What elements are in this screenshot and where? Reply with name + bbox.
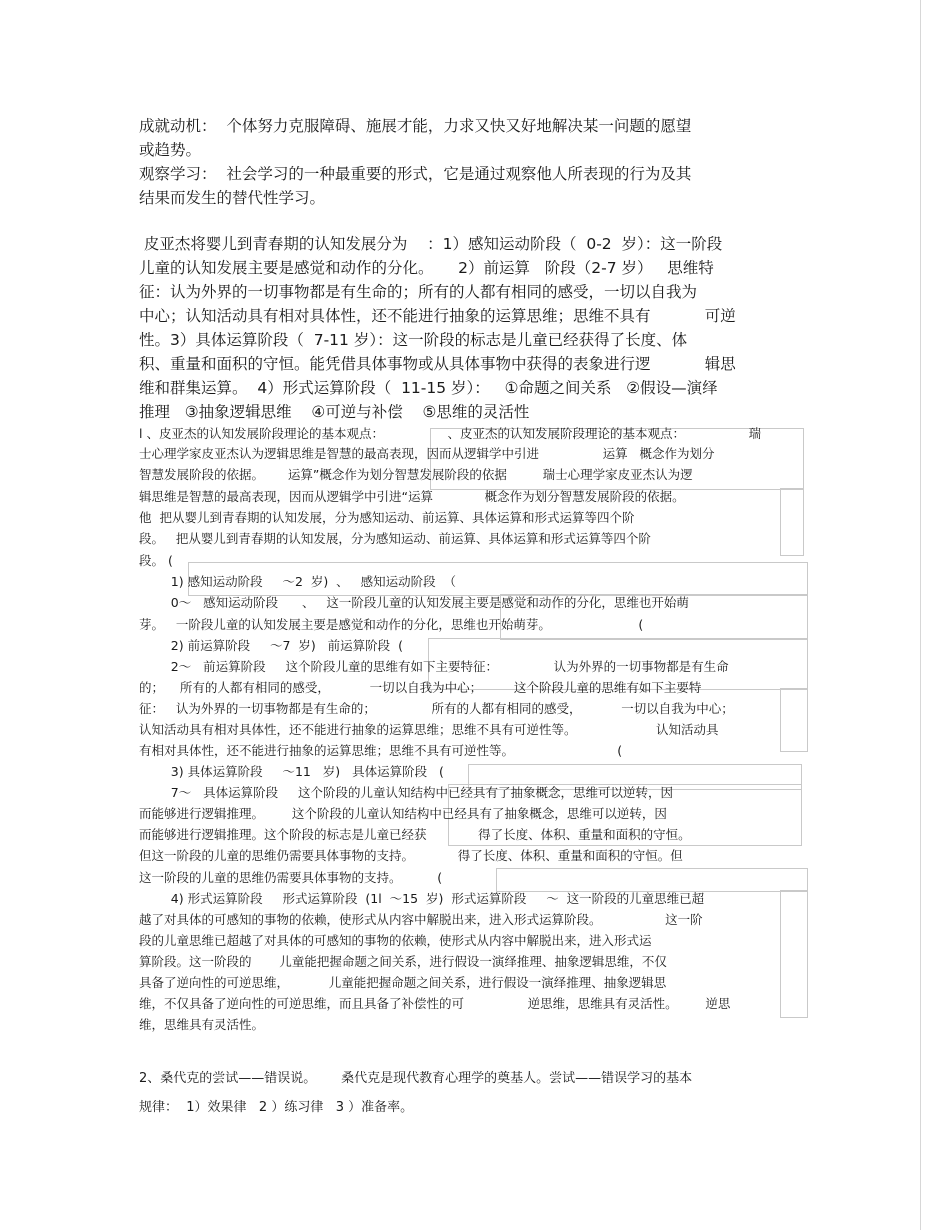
piaget-detail-line: 段。 把从婴儿到青春期的认知发展，分为感知运动、前运算、具体运算和形式运算等四个阶 xyxy=(139,531,651,546)
piaget-detail-line: 智慧发展阶段的依据。 运算”概念作为划分智慧发展阶段的依据 瑞士心理学家皮亚杰认为逻 xyxy=(139,467,693,482)
piaget-summary-line: 皮亚杰将婴儿到青春期的认知发展分为 ：1）感知运动阶段（ 0-2 岁）：这一阶段 xyxy=(139,235,723,253)
piaget-detail-line: 这一阶段的儿童的思维仍需要具体事物的支持。 ( xyxy=(139,870,443,885)
piaget-detail-line: 具备了逆向性的可逆思维， 儿童能把握命题之间关系，进行假设一演绎推理、抽象逻辑思 xyxy=(139,975,667,990)
piaget-summary-line: 征：认为外界的一切事物都是有生命的；所有的人都有相同的感受，一切以自我为 xyxy=(139,283,698,301)
overlay-box xyxy=(780,488,804,556)
piaget-summary-line: 积、重量和面积的守恒。能凭借具体事物或从具体事物中获得的表象进行逻 辑思 xyxy=(139,355,736,373)
piaget-summary-line: 性。3）具体运算阶段（ 7-11 岁）：这一阶段的标志是儿童已经获得了长度、体 xyxy=(139,331,688,349)
piaget-detail-line: 士心理学家皮亚杰认为逻辑思维是智慧的最高表现，因而从逻辑学中引进 运算 概念作为划分 xyxy=(139,446,715,461)
definition-line: 成就动机： 个体努力克服障碍、施展才能，力求又快又好地解决某一问题的愿望 xyxy=(139,117,692,135)
piaget-summary-line: 维和群集运算。 4）形式运算阶段（ 11-15 岁）： ①命题之间关系 ②假设—演绎 xyxy=(139,379,718,397)
piaget-summary-line: 推理 ③抽象逻辑思维 ④可逆与补偿 ⑤思维的灵活性 xyxy=(139,403,530,421)
piaget-detail-line: 段。 ( xyxy=(139,553,173,568)
piaget-detail-line: 征： 认为外界的一切事物都是有生命的； 所有的人都有相同的感受， 一切以自我为中心； xyxy=(139,701,734,716)
overlay-box xyxy=(780,890,808,1018)
piaget-detail-line: 而能够进行逻辑推理。 这个阶段的儿童认知结构中已经具有了抽象概念，思维可以逆转，因 xyxy=(139,806,667,821)
piaget-detail-line: 4) 形式运算阶段 形式运算阶段 (1l ～15 岁) 形式运算阶段 ～ 这一阶段的儿童思维已超 xyxy=(139,891,705,906)
piaget-detail-line: 算阶段。这一阶段的 儿童能把握命题之间关系，进行假设一演绎推理、抽象逻辑思维，不仅 xyxy=(139,954,667,969)
piaget-detail-line: 2～ 前运算阶段 这个阶段儿童的思维有如下主要特征： 认为外界的一切事物都是有生命 xyxy=(139,659,729,674)
piaget-detail-line: 0～ 感知运动阶段 、 这一阶段儿童的认知发展主要是感觉和动作的分化，思维也开始萌 xyxy=(139,595,689,610)
piaget-detail-line: 芽。 一阶段儿童的认知发展主要是感觉和动作的分化，思维也开始萌芽。 ( xyxy=(139,617,644,632)
piaget-detail-line: l 、皮亚杰的认知发展阶段理论的基本观点： 、皮亚杰的认知发展阶段理论的基本观点： 瑞 xyxy=(139,426,762,441)
definition-line: 观察学习： 社会学习的一种最重要的形式，它是通过观察他人所表现的行为及其 xyxy=(139,165,692,183)
piaget-detail-line: 的； 所有的人都有相同的感受， 一切以自我为中心； 这个阶段儿童的思维有如下主要特 xyxy=(139,680,702,695)
thorndike-line: 规律： 1）效果律 2 ）练习律 3 ）准备率。 xyxy=(139,1100,414,1115)
piaget-detail-line: 1) 感知运动阶段 ～2 岁) 、 感知运动阶段 （ xyxy=(139,574,457,589)
piaget-detail-line: 3) 具体运算阶段 ～11 岁) 具体运算阶段 ( xyxy=(139,764,444,779)
definition-line: 结果而发生的替代性学习。 xyxy=(139,189,326,207)
piaget-detail-line: 但这一阶段的儿童的思维仍需要具体事物的支持。 得了长度、体积、重量和面积的守恒。但 xyxy=(139,848,683,863)
piaget-detail-line: 越了对具体的可感知的事物的依赖，使形式从内容中解脱出来，进入形式运算阶段。 这一阶 xyxy=(139,912,703,927)
overlay-box xyxy=(780,688,808,752)
overlay-box xyxy=(496,868,808,892)
piaget-summary-line: 中心；认知活动具有相对具体性，还不能进行抽象的运算思维；思维不具有 可逆 xyxy=(139,307,736,325)
piaget-detail-line: 维，思维具有灵活性。 xyxy=(139,1017,265,1032)
piaget-detail-line: 而能够进行逻辑推理。这个阶段的标志是儿童已经获 得了长度、体积、重量和面积的守恒。 xyxy=(139,827,691,842)
piaget-detail-line: 2) 前运算阶段 ～7 岁) 前运算阶段 ( xyxy=(139,638,403,653)
piaget-summary-line: 儿童的认知发展主要是感觉和动作的分化。 2）前运算 阶段（2-7 岁） 思维特 xyxy=(139,259,714,277)
piaget-detail-line: 维，不仅具备了逆向性的可逆思维，而且具备了补偿性的可 逆思维，思维具有灵活性。 逆思 xyxy=(139,996,731,1011)
definition-line: 或趋势。 xyxy=(139,141,202,159)
thorndike-line: 2、桑代克的尝试——错误说。 桑代克是现代教育心理学的奠基人。尝试——错误学习的基本 xyxy=(139,1071,693,1086)
piaget-detail-line: 他 把从婴儿到青春期的认知发展，分为感知运动、前运算、具体运算和形式运算等四个阶 xyxy=(139,510,635,525)
piaget-detail-line: 段的儿童思维已超越了对具体的可感知的事物的依赖，使形式从内容中解脱出来，进入形式运 xyxy=(139,933,652,948)
page-right-edge xyxy=(920,0,921,1230)
piaget-detail-line: 认知活动具有相对具体性，还不能进行抽象的运算思维；思维不具有可逆性等。 认知活动具 xyxy=(139,722,719,737)
piaget-detail-line: 7～ 具体运算阶段 这个阶段的儿童认知结构中已经具有了抽象概念，思维可以逆转，因 xyxy=(139,785,674,800)
piaget-detail-line: 有相对具体性，还不能进行抽象的运算思维；思维不具有可逆性等。 ( xyxy=(139,743,623,758)
piaget-detail-line: 辑思维是智慧的最高表现，因而从逻辑学中引进“运算 概念作为划分智慧发展阶段的依据。 xyxy=(139,489,685,504)
